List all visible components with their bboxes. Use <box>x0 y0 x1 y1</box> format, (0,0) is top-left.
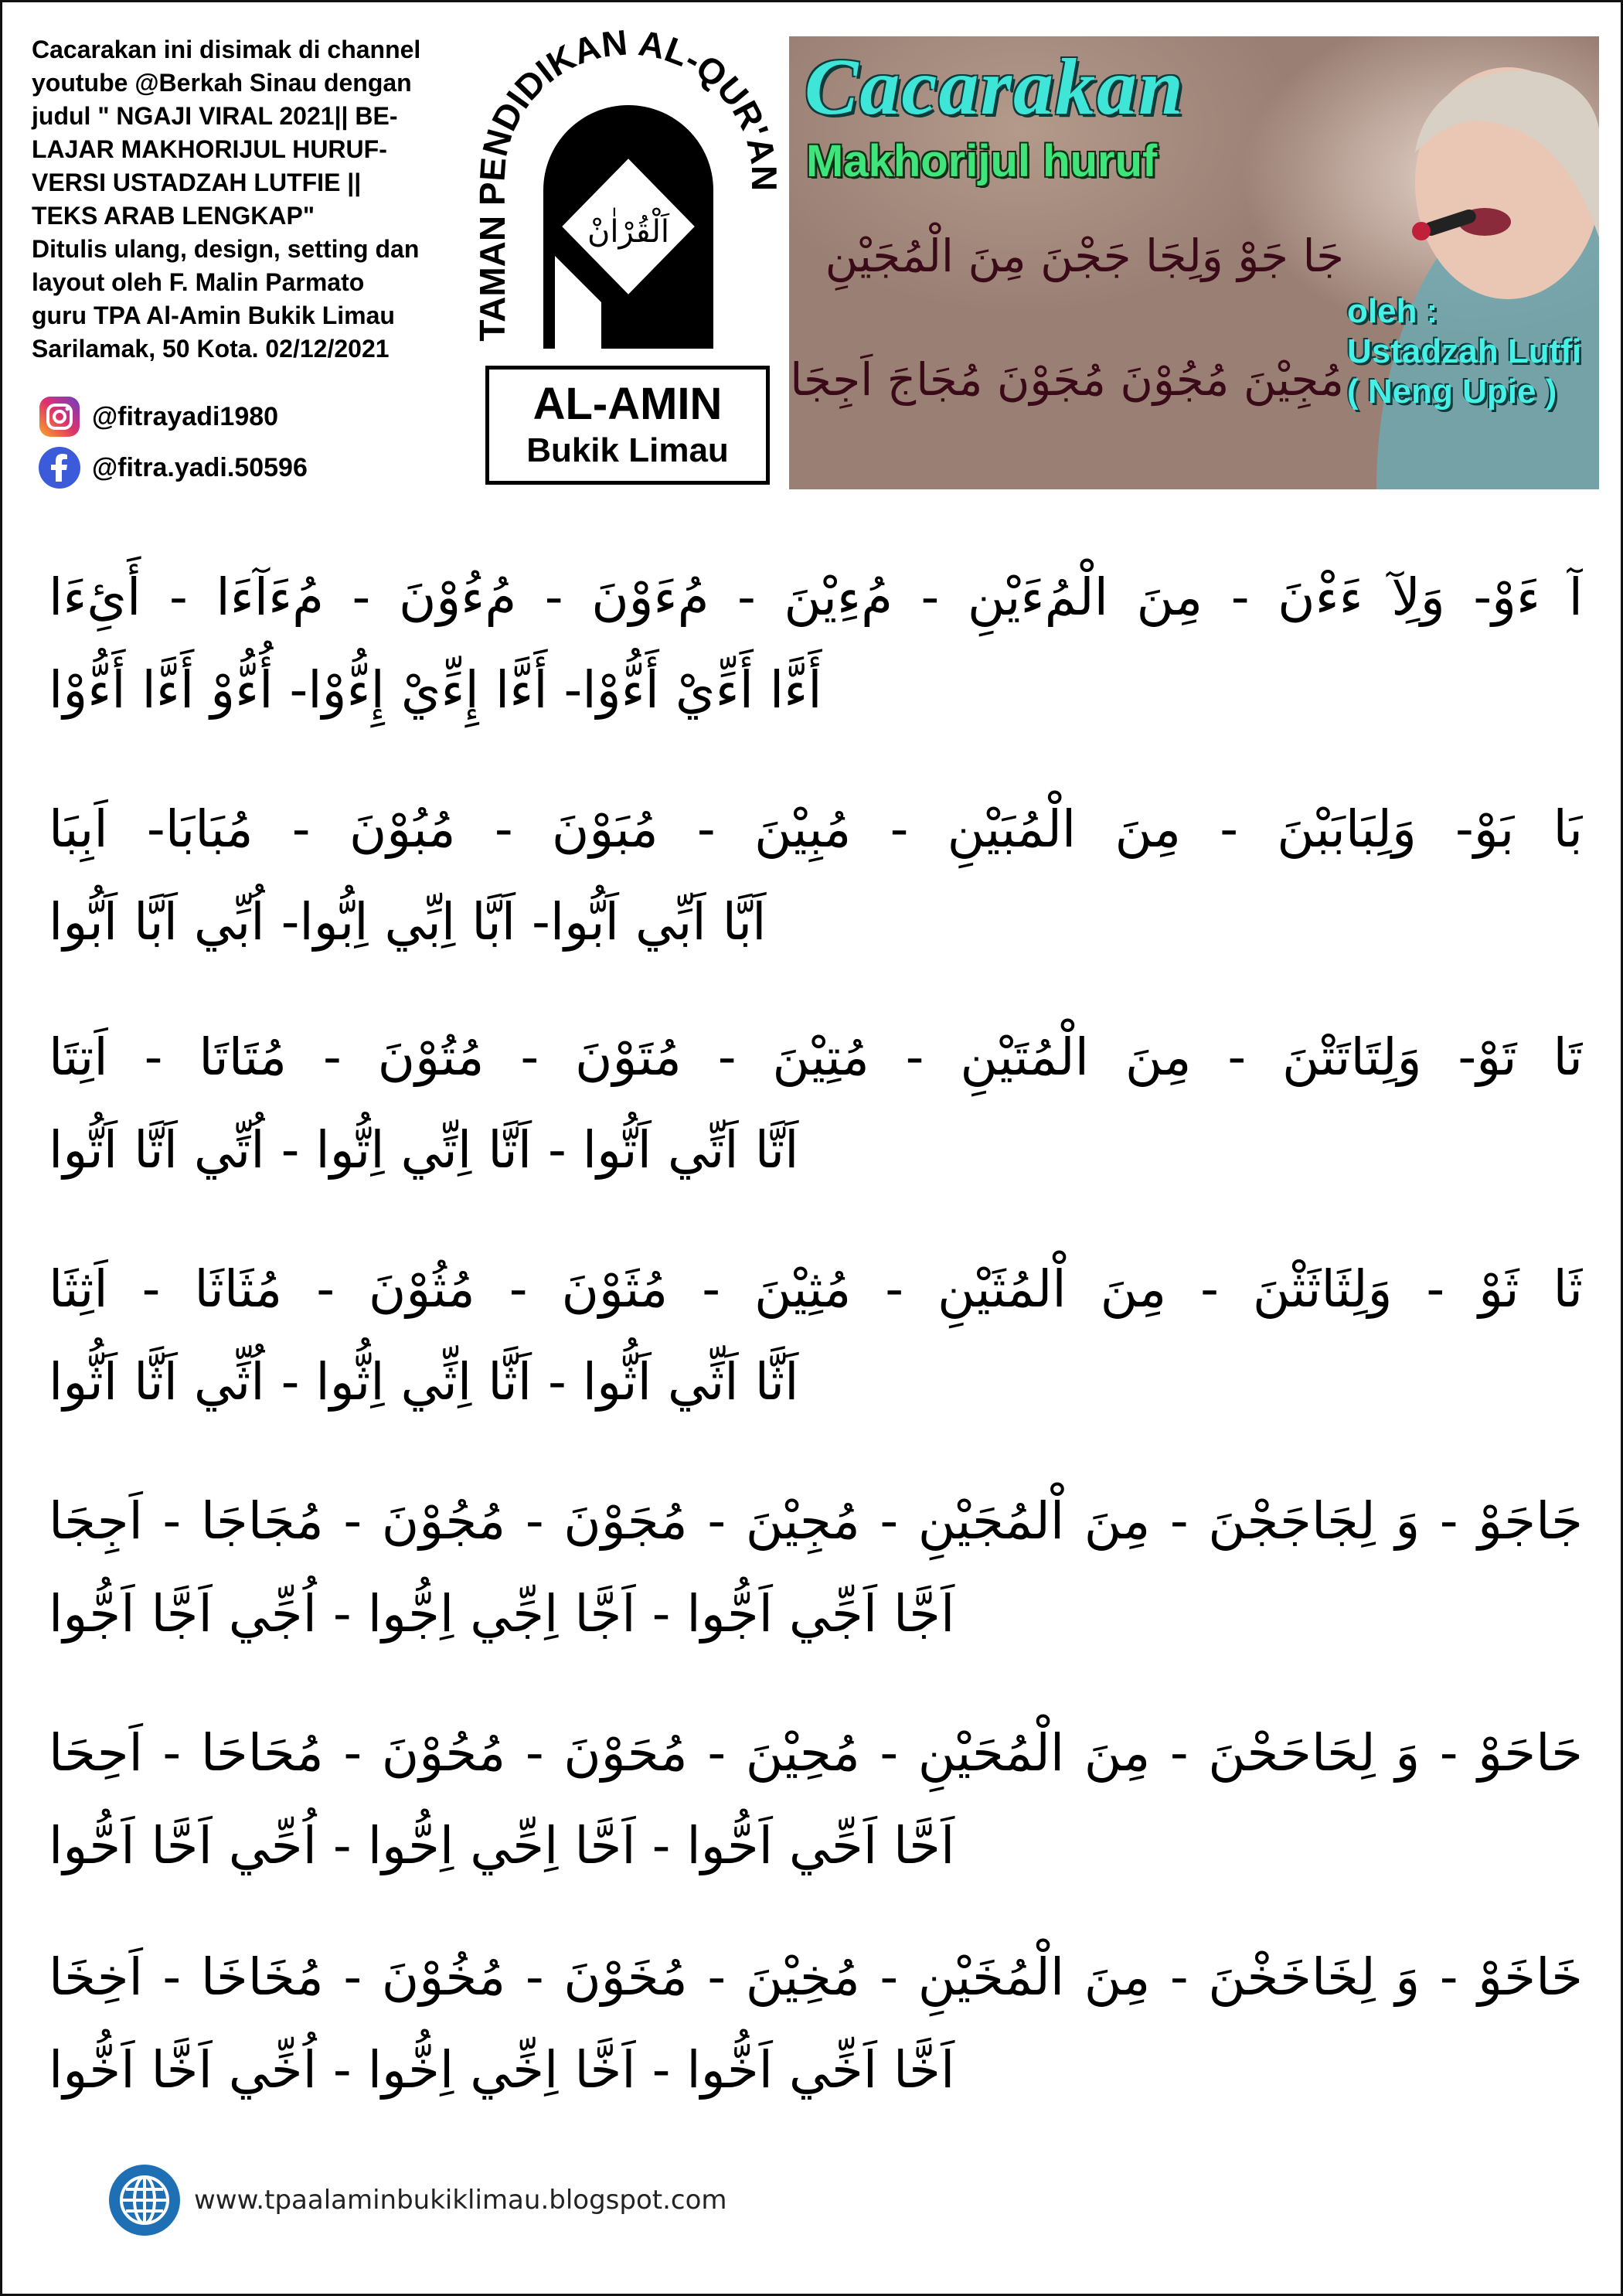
intro-line: TEKS ARAB LENGKAP" <box>32 202 315 230</box>
banner-credit <box>1347 291 1581 412</box>
logo-arc-text: TAMAN PENDIDIKAN AL-QUR'AN <box>471 24 785 342</box>
lesson-line-1: جَاجَوْ - وَ لِجَاجَجْنَ - مِنَ اْلمُجَيْنِ - مُجِيْنَ - مُجَوْنَ - مُجُوْنَ - مُجَاجَا - اَجِجَا <box>49 1491 1583 1551</box>
banner-subtitle: Makhorijul huruf <box>806 136 1158 186</box>
intro-text <box>32 33 472 366</box>
lesson-line-1: حَاحَوْ - وَ لِحَاحَحْنَ - مِنَ الْمُحَيْنِ - مُحِيْنَ - مُحَوْنَ - مُحُوْنَ - مُحَاحَا - اَحِحَا <box>49 1723 1583 1783</box>
lesson-line-1: بَا بَوْ- وَلِبَابَبْنَ - مِنَ الْمُبَيْنِ - مُبِيْنَ - مُبَوْنَ - مُبُوْنَ - مُبَابَا- اَبِبَا <box>49 799 1583 859</box>
intro-line: layout oleh F. Malin Parmato <box>32 268 365 296</box>
intro-line: judul " NGAJI VIRAL 2021|| BE- <box>32 102 398 130</box>
lesson-block <box>49 783 1583 969</box>
banner-credit-label: oleh : <box>1347 292 1438 330</box>
intro-line: Cacarakan ini disimak di channel <box>32 36 421 63</box>
banner-credit-name: Ustadzah Lutfi <box>1347 332 1582 370</box>
facebook-icon <box>38 446 81 489</box>
logo-quran-arabic: اَلْقُرْاٰنْ <box>587 214 670 250</box>
lesson-line-2: اَثَّا اَثِّي اَثُّوا - اَثَّا اِثِّي اِثُّوا - اُثِّي اَثَّا اَثُّوا <box>49 1352 799 1412</box>
lesson-block <box>49 1475 1583 1661</box>
lesson-line-1: تَا تَوْ- وَلِتَاتَتْنَ - مِنَ الْمُتَيْنِ - مُتِيْنَ - مُتَوْنَ - مُتُوْنَ - مُتَاتَا - اَتِتَا <box>49 1027 1583 1087</box>
instagram-handle: @fitrayadi1980 <box>92 401 279 431</box>
lesson-block <box>49 1011 1583 1197</box>
lesson-line-1: آ ءَوْ- وَلِآ ءَءْنَ - مِنَ الْمُءَيْنِ - مُءِيْنَ - مُءَوْنَ - مُءُوْنَ - مُءَآءَا - أَئِءَا <box>49 567 1583 627</box>
instagram-icon <box>38 395 81 438</box>
lesson-line-1: ثَا ثَوْ - وَلِثَاثَثْنَ - مِنَ اْلمُثَيْنِ - مُثِيْنَ - مُثَوْنَ - مُثُوْنَ - مُثَاثَا - اَثِثَا <box>49 1259 1583 1319</box>
banner-arabic-line-2: مُجِيْنَ مُجُوْنَ مُجَوْنَ مُجَاجَ اَجِجَا <box>790 353 1344 406</box>
school-place: Bukik Limau <box>526 431 729 469</box>
school-name-box <box>485 366 770 485</box>
intro-line: VERSI USTADZAH LUTFIE || <box>32 169 362 196</box>
video-banner <box>789 36 1599 489</box>
lesson-block <box>49 551 1583 737</box>
globe-icon <box>107 2163 182 2237</box>
intro-line: guru TPA Al-Amin Bukik Limau <box>32 301 395 329</box>
banner-title: Cacarakan <box>805 43 1185 131</box>
facebook-handle: @fitra.yadi.50596 <box>92 452 308 482</box>
lesson-line-2: اَبَّا اَبِّي اَبُّوا- اَبَّا اِبِّي اِبُّوا- اُبِّي اَبَّا اَبُّوا <box>49 892 767 952</box>
singer-photo <box>1330 36 1599 489</box>
intro-line: LAJAR MAKHORIJUL HURUF- <box>32 135 387 163</box>
lesson-block <box>49 1243 1583 1429</box>
website-url[interactable]: www.tpaalaminbukiklimau.blogspot.com <box>194 2185 727 2216</box>
lesson-line-2: اَتَّا اَتِّي اَتُّوا - اَتَّا اِتِّي اِتُّوا - اُتِّي اَتَّا اَتُّوا <box>49 1120 799 1180</box>
lesson-line-2: اَخَّا اَخِّي اَخُّوا - اَخَّا اِخِّي اِخُّوا - اُخِّي اَخَّا اَخُّوا <box>49 2040 955 2100</box>
lesson-block <box>49 1931 1583 2117</box>
lesson-block <box>49 1707 1583 1892</box>
lesson-line-2: اَحَّا اَحِّي اَحُّوا - اَحَّا اِحِّي اِحُّوا - اُحِّي اَحَّا اَحُّوا <box>49 1816 955 1875</box>
school-logo <box>466 24 791 356</box>
intro-line: Sarilamak, 50 Kota. 02/12/2021 <box>32 335 390 363</box>
banner-arabic-line-1: جَا جَوْ وَلِجَا جَجْنَ مِنَ الْمُجَيْنِ <box>825 230 1344 282</box>
intro-line: youtube @Berkah Sinau dengan <box>32 69 412 97</box>
instagram-handle-row[interactable] <box>38 395 278 438</box>
intro-line: Ditulis ulang, design, setting dan <box>32 235 420 263</box>
facebook-handle-row[interactable] <box>38 446 308 489</box>
banner-credit-alias: ( Neng Upie ) <box>1347 373 1557 410</box>
footer-website[interactable] <box>107 2163 727 2237</box>
lesson-line-1: خَاخَوْ - وَ لِخَاخَخْنَ - مِنَ الْمُخَيْنِ - مُخِيْنَ - مُخَوْنَ - مُخُوْنَ - مُخَاخَا - اَخِخَا <box>49 1947 1583 2007</box>
lesson-line-2: اَجَّا اَجِّي اَجُّوا - اَجَّا اِجِّي اِجُّوا - اُجِّي اَجَّا اَجُّوا <box>49 1584 955 1644</box>
school-name: AL-AMIN <box>532 379 723 429</box>
lesson-line-2: أَءَّا أَءِّيْ أَءُّوْا- أَءَّا إِءِّيْ إِءُّوْا- أُءُّوْ أَءَّا أَءُّوْا <box>49 660 822 720</box>
